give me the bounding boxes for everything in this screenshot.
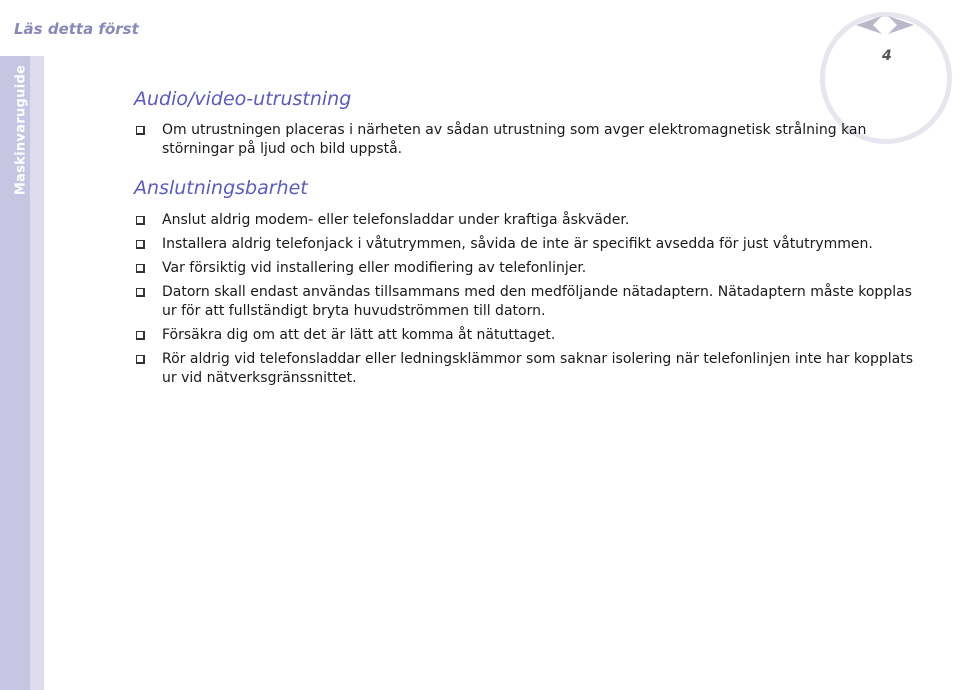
section-heading-audio-video: Audio/video-utrustning bbox=[134, 88, 352, 110]
list-item-text: Var försiktig vid installering eller modifiering av telefonlinjer. bbox=[162, 260, 587, 276]
list-item-text: Installera aldrig telefonjack i våtutrymmen, såvida de inte är specifikt avsedda för just våtutrymmen. bbox=[162, 236, 873, 252]
list-item bbox=[134, 350, 924, 388]
section-heading-connectivity: Anslutningsbarhet bbox=[134, 177, 308, 199]
checkbox-bullet-icon bbox=[136, 216, 145, 225]
arrow-right-icon[interactable] bbox=[888, 16, 914, 34]
page-title: Läs detta först bbox=[14, 20, 139, 38]
list-item-text: Datorn skall endast användas tillsammans med den medföljande nätadaptern. Nätadaptern måste kopplas ur för att fullständigt bryta huvudströmmen till datorn. bbox=[162, 284, 912, 319]
list-item-text: Anslut aldrig modem- eller telefonsladdar under kraftiga åskväder. bbox=[162, 212, 630, 228]
list-item bbox=[134, 235, 924, 254]
sidebar-stripe bbox=[30, 56, 44, 690]
list-item-text: Om utrustningen placeras i närheten av sådan utrustning som avger elektromagnetisk strålning kan störningar på ljud och bild uppstå. bbox=[162, 122, 867, 157]
page-navigation bbox=[856, 16, 920, 36]
sidebar-label: Maskinvaruguide bbox=[13, 64, 29, 196]
list-item bbox=[134, 211, 924, 230]
checkbox-bullet-icon bbox=[136, 288, 145, 297]
list-item bbox=[134, 121, 924, 159]
checkbox-bullet-icon bbox=[136, 240, 145, 249]
list-item bbox=[134, 283, 924, 321]
list-item-text: Försäkra dig om att det är lätt att komma åt nätuttaget. bbox=[162, 327, 556, 343]
checkbox-bullet-icon bbox=[136, 264, 145, 273]
bullet-list-connectivity bbox=[134, 211, 924, 393]
checkbox-bullet-icon bbox=[136, 331, 145, 340]
bullet-list-audio-video bbox=[134, 121, 924, 164]
list-item bbox=[134, 326, 924, 345]
page-number: 4 bbox=[882, 48, 892, 64]
header bbox=[0, 0, 960, 56]
checkbox-bullet-icon bbox=[136, 126, 145, 135]
arrow-left-icon[interactable] bbox=[856, 16, 882, 34]
list-item-text: Rör aldrig vid telefonsladdar eller ledningsklämmor som saknar isolering när telefonlinjen inte har kopplats ur vid nätverksgränssnittet. bbox=[162, 351, 914, 386]
list-item bbox=[134, 259, 924, 278]
checkbox-bullet-icon bbox=[136, 355, 145, 364]
